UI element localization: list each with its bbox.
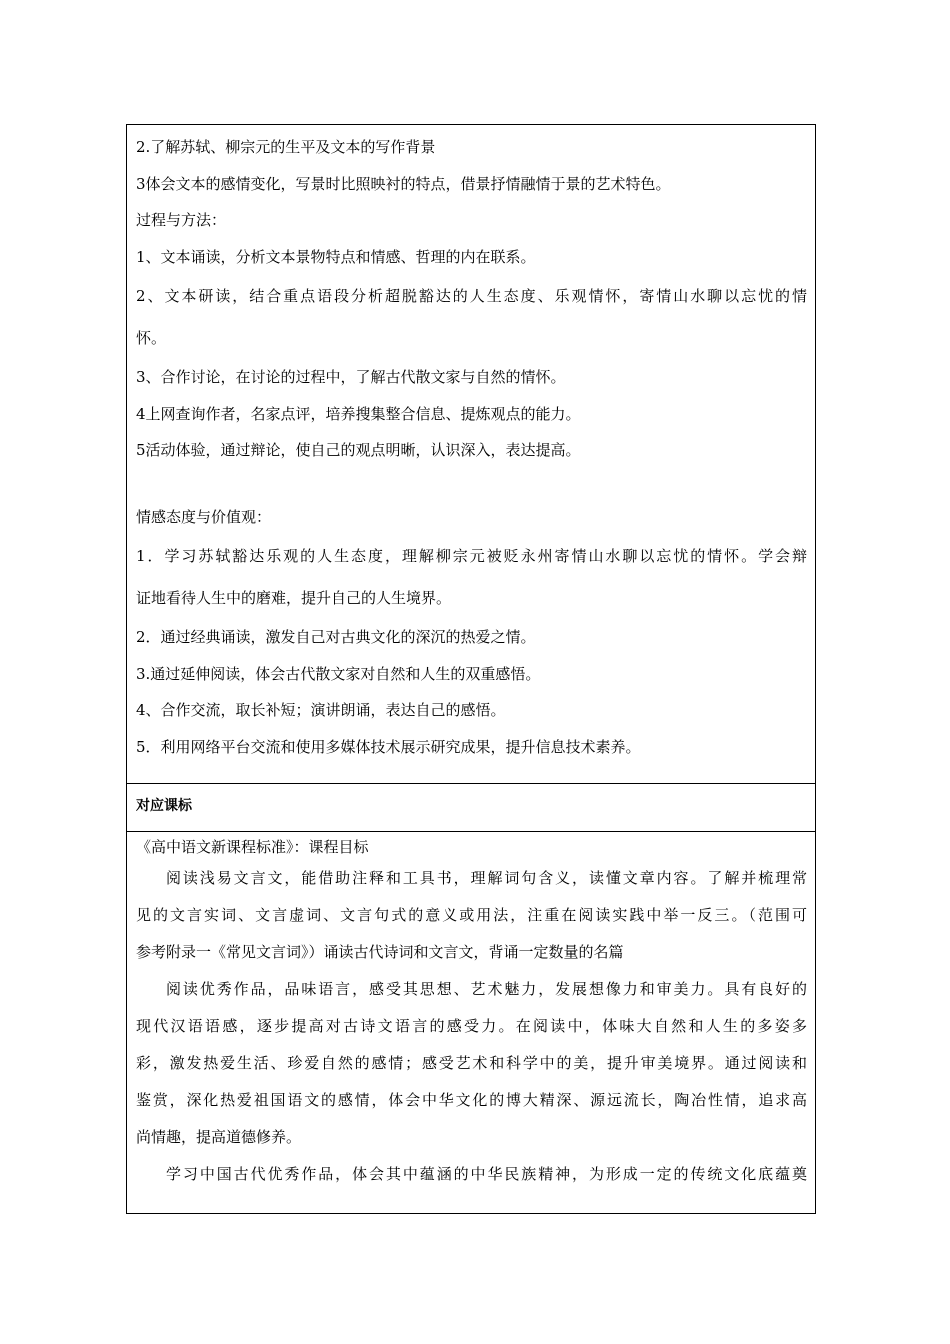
- standard-paragraph-line: 彩，激发热爱生活、珍爱自然的感情；感受艺术和科学中的美，提升审美境界。通过阅读和: [136, 1054, 807, 1072]
- standard-cell: [127, 832, 815, 1214]
- section-heading-process: 过程与方法：: [136, 211, 227, 229]
- objective-line: 2.了解苏轼、柳宗元的生平及文本的写作背景: [136, 138, 436, 156]
- standard-paragraph-line: 阅读优秀作品，品味语言，感受其思想、艺术魅力，发展想像力和审美力。具有良好的: [166, 980, 807, 998]
- objective-line: 3体会文本的感情变化，写景时比照映衬的特点，借景抒情融情于景的艺术特色。: [136, 174, 671, 193]
- standard-paragraph-line: 现代汉语语感，逐步提高对古诗文语言的感受力。在阅读中，体味大自然和人生的多姿多: [136, 1017, 807, 1035]
- spacer: [136, 469, 807, 499]
- standard-paragraph-line: 尚情趣，提高道德修养。: [136, 1128, 302, 1146]
- objective-line: 证地看待人生中的磨难，提升自己的人生境界。: [136, 589, 452, 607]
- lesson-table: [126, 124, 816, 1214]
- objectives-cell: [127, 125, 815, 784]
- objective-line: 5活动体验，通过辩论，使自己的观点明晰，认识深入，表达提高。: [136, 441, 581, 459]
- objective-line: 4、合作交流，取长补短；演讲朗诵，表达自己的感悟。: [136, 701, 506, 719]
- objective-line: 5．利用网络平台交流和使用多媒体技术展示研究成果，提升信息技术素养。: [136, 737, 641, 756]
- standard-paragraph-line: 学习中国古代优秀作品，体会其中蕴涵的中华民族精神，为形成一定的传统文化底蕴奠: [166, 1165, 807, 1183]
- standard-paragraph-line: 参考附录一《常见文言词》）诵读古代诗词和文言文，背诵一定数量的名篇: [136, 943, 624, 961]
- objective-line: 3.通过延伸阅读，体会古代散文家对自然和人生的双重感悟。: [136, 664, 541, 683]
- objective-line: 怀。: [136, 329, 167, 347]
- standard-title: 《高中语文新课程标准》：课程目标: [136, 838, 369, 856]
- standard-header-cell: [127, 784, 815, 832]
- objective-line: 2．通过经典诵读，激发自己对古典文化的深沉的热爱之情。: [136, 628, 536, 646]
- objective-line: 1．学习苏轼豁达乐观的人生态度，理解柳宗元被贬永州寄情山水聊以忘忧的情怀。学会辩: [136, 547, 807, 565]
- objective-line: 4上网查询作者，名家点评，培养搜集整合信息、提炼观点的能力。: [136, 404, 581, 423]
- standard-paragraph-line: 鉴赏，深化热爱祖国语文的感情，体会中华文化的博大精深、源远流长，陶冶性情，追求高: [136, 1091, 807, 1109]
- standard-header: 对应课标: [136, 798, 192, 814]
- standard-paragraph-line: 阅读浅易文言文，能借助注释和工具书，理解词句含义，读懂文章内容。了解并梳理常: [166, 869, 807, 887]
- standard-paragraph-line: 见的文言实词、文言虚词、文言句式的意义或用法，注重在阅读实践中举一反三。（范围可: [136, 906, 807, 924]
- objective-line: 1、文本诵读，分析文本景物特点和情感、哲理的内在联系。: [136, 247, 536, 266]
- objective-line: 2、文本研读，结合重点语段分析超脱豁达的人生态度、乐观情怀，寄情山水聊以忘忧的情: [136, 287, 807, 305]
- section-heading-emotion: 情感态度与价值观：: [136, 507, 272, 526]
- objective-line: 3、合作讨论，在讨论的过程中，了解古代散文家与自然的情怀。: [136, 368, 566, 386]
